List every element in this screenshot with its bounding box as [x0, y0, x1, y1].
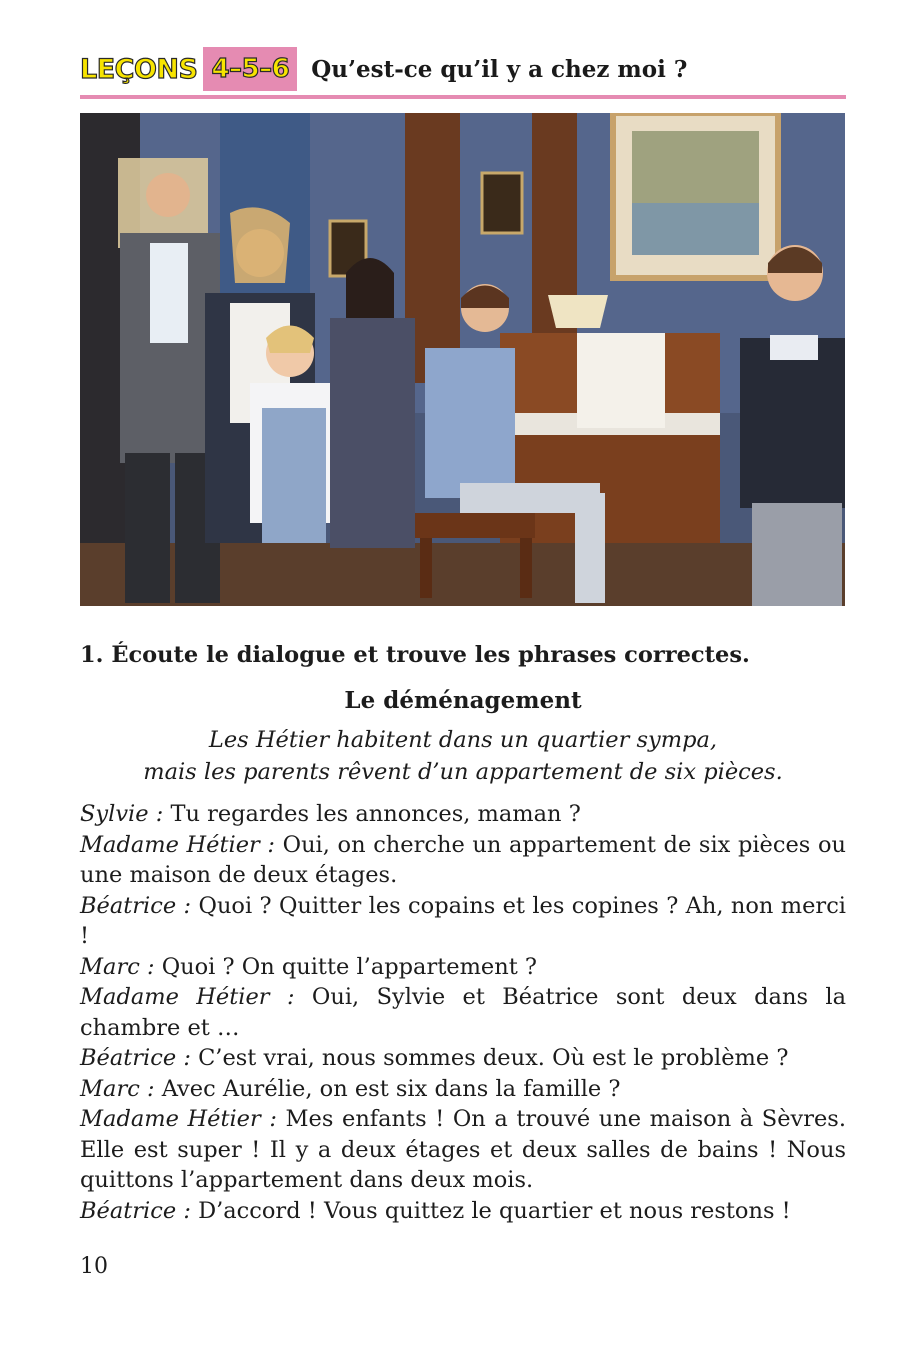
- lessons-label: LEÇONS: [80, 53, 198, 85]
- line-text: Oui, on cherche un appartement de six pièces ou une maison de deux étages.: [80, 831, 846, 888]
- dialogue-line: [80, 891, 846, 952]
- line-text: Avec Aurélie, on est six dans la famille ?: [161, 1075, 621, 1102]
- family-photo: [80, 113, 845, 606]
- line-text: Mes enfants ! On a trouvé une maison à Sèvres. Elle est super ! Il y a deux étages et deux salles de bains ! Nous quittons l’appartement dans deux mois.: [80, 1106, 846, 1193]
- speaker-name: Sylvie :: [80, 801, 164, 827]
- dialogue-line: [80, 1074, 846, 1105]
- speaker-name: Béatrice :: [80, 892, 192, 919]
- speaker-name: Madame Hétier :: [80, 831, 275, 858]
- page-number: 10: [80, 1254, 108, 1279]
- line-text: Quoi ? Quitter les copains et les copines ? Ah, non merci !: [80, 892, 846, 949]
- line-text: C’est vrai, nous sommes deux. Où est le problème ?: [198, 1045, 789, 1071]
- exercise-instruction: 1. Écoute le dialogue et trouve les phrases correctes.: [80, 642, 750, 668]
- header-divider: [80, 95, 846, 99]
- speaker-name: Madame Hétier :: [80, 1106, 277, 1132]
- line-text: D’accord ! Vous quittez le quartier et nous restons !: [198, 1197, 791, 1224]
- intro-line: mais les parents rêvent d’un appartement de six pièces.: [143, 759, 783, 785]
- lesson-numbers-badge: 4–5–6: [203, 47, 297, 91]
- dialogue-line: [80, 982, 846, 1043]
- speaker-name: Béatrice :: [80, 1197, 191, 1224]
- dialogue-line: [80, 799, 846, 830]
- dialogue-line: [80, 1196, 846, 1227]
- dialogue-body: [80, 799, 846, 1226]
- line-text: Quoi ? On quitte l’appartement ?: [161, 953, 537, 980]
- speaker-name: Madame Hétier :: [80, 984, 295, 1010]
- intro-line: Les Hétier habitent dans un quartier sympa,: [208, 727, 718, 753]
- page-title: Qu’est-ce qu’il y a chez moi ?: [311, 55, 688, 83]
- line-text: Tu regardes les annonces, maman ?: [170, 801, 581, 827]
- dialogue-title: Le déménagement: [344, 687, 582, 714]
- dialogue-intro: [80, 724, 846, 788]
- lesson-header: [80, 44, 846, 94]
- dialogue-line: [80, 952, 846, 983]
- line-text: Oui, Sylvie et Béatrice sont deux dans la chambre et …: [80, 984, 846, 1041]
- speaker-name: Béatrice :: [80, 1045, 191, 1071]
- dialogue-line: [80, 830, 846, 891]
- speaker-name: Marc :: [80, 1075, 155, 1102]
- dialogue-line: [80, 1104, 846, 1196]
- speaker-name: Marc :: [80, 953, 155, 980]
- dialogue-line: [80, 1043, 846, 1074]
